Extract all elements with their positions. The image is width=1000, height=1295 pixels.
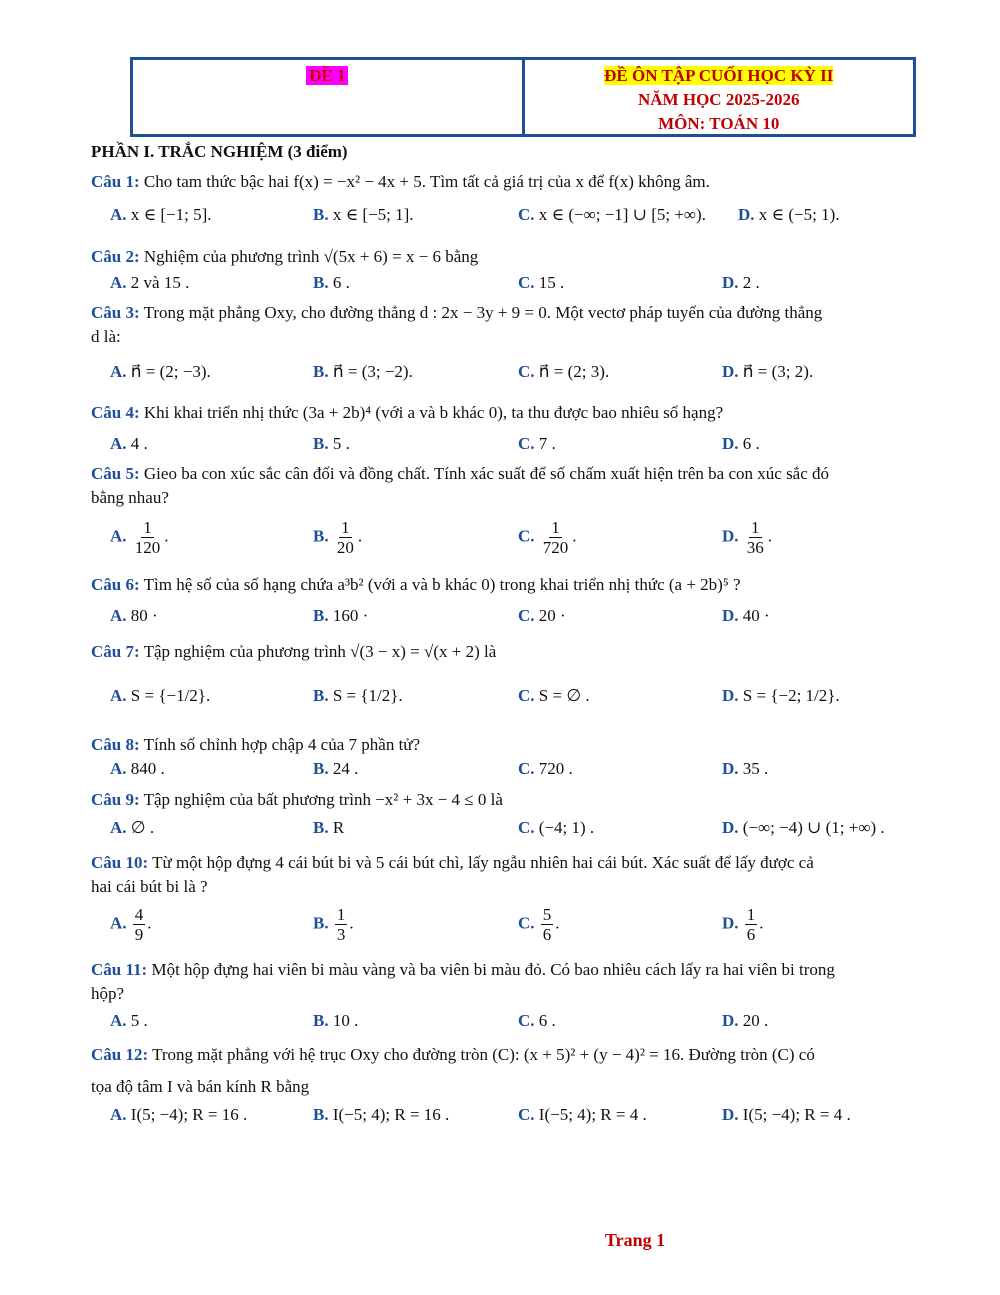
question-7: Câu 7: Tập nghiệm của phương trình √(3 − x) = √(x + 2) là — [91, 642, 497, 661]
question-text: Cho tam thức bậc hai f(x) = −x² − 4x + 5. Tìm tất cả giá trị của x để f(x) không âm. — [143, 172, 710, 191]
option-c[interactable]: C. $\frac{1}{720}$ . — [518, 518, 577, 557]
option-d[interactable]: D. S = {−2; 1/2}. — [722, 686, 840, 705]
option-d[interactable]: D. I(5; −4); R = 4 . — [722, 1105, 851, 1124]
option-c[interactable]: C. $\frac{5}{6}$ . — [518, 905, 560, 944]
option-d[interactable]: D. (−∞; −4) ∪ (1; +∞) . — [722, 818, 885, 837]
option-a[interactable]: A. x ∈ [−1; 5]. — [110, 205, 212, 224]
header-right-cell — [525, 60, 914, 134]
question-4: Câu 4: Khi khai triển nhị thức (3a + 2b)⁴ (với a và b khác 0), ta thu được bao nhiêu số hạng? — [91, 403, 724, 422]
option-a[interactable]: A. 4 . — [110, 434, 148, 453]
exam-title: ĐỀ ÔN TẬP CUỐI HỌC KỲ II — [604, 66, 834, 85]
option-c[interactable]: C. x ∈ (−∞; −1] ∪ [5; +∞). — [518, 205, 706, 224]
exam-number: ĐỀ 1 — [306, 66, 348, 85]
option-b[interactable]: B. 160 · — [313, 606, 369, 625]
option-a[interactable]: A. S = {−1/2}. — [110, 686, 211, 705]
question-label: Câu 1: — [91, 172, 140, 191]
question-2: Câu 2: Nghiệm của phương trình √(5x + 6) = x − 6 bằng — [91, 247, 479, 266]
options-6 — [110, 606, 940, 636]
option-b[interactable]: B. I(−5; 4); R = 16 . — [313, 1105, 450, 1124]
option-d[interactable]: D. n⃗ = (3; 2). — [722, 362, 814, 381]
option-b[interactable]: B. n⃗ = (3; −2). — [313, 362, 413, 381]
option-c[interactable]: C. 6 . — [518, 1011, 556, 1030]
question-8: Câu 8: Tính số chỉnh hợp chập 4 của 7 phần tử? — [91, 735, 421, 754]
options-1 — [110, 205, 940, 235]
option-d[interactable]: D. 40 · — [722, 606, 770, 625]
option-b[interactable]: B. 10 . — [313, 1011, 359, 1030]
option-b[interactable]: B. S = {1/2}. — [313, 686, 403, 705]
subject: MÔN: TOÁN 10 — [658, 114, 780, 133]
option-b[interactable]: B. 5 . — [313, 434, 350, 453]
option-d[interactable]: D. 6 . — [722, 434, 760, 453]
part-title: PHẦN I. TRẮC NGHIỆM (3 điểm) — [91, 142, 348, 161]
options-12 — [110, 1105, 940, 1135]
question-10: Câu 10: Từ một hộp đựng 4 cái bút bi và 5 cái bút chì, lấy ngẫu nhiên hai cái bút. Xác suất để lấy được cả hai cái bút bi là ? — [91, 853, 814, 896]
option-a[interactable]: A. n⃗ = (2; −3). — [110, 362, 211, 381]
options-10 — [110, 905, 940, 953]
header-left-cell — [133, 60, 525, 134]
option-c[interactable]: C. I(−5; 4); R = 4 . — [518, 1105, 647, 1124]
option-b[interactable]: B. $\frac{1}{3}$ . — [313, 905, 354, 944]
option-a[interactable]: A. 80 · — [110, 606, 158, 625]
option-d[interactable]: D. x ∈ (−5; 1). — [738, 205, 840, 224]
option-c[interactable]: C. (−4; 1) . — [518, 818, 595, 837]
question-11: Câu 11: Một hộp đựng hai viên bi màu vàng và ba viên bi màu đỏ. Có bao nhiêu cách lấy ra hai viên bi trong hộp? — [91, 960, 835, 1003]
option-d[interactable]: D. 2 . — [722, 273, 760, 292]
exam-header-box — [130, 57, 916, 137]
option-c[interactable]: C. 20 · — [518, 606, 566, 625]
option-a[interactable]: A. $\frac{1}{120}$ . — [110, 518, 169, 557]
school-year: NĂM HỌC 2025-2026 — [638, 90, 800, 109]
option-b[interactable]: B. $\frac{1}{20}$ . — [313, 518, 363, 557]
option-c[interactable]: C. 720 . — [518, 759, 573, 778]
question-9: Câu 9: Tập nghiệm của bất phương trình −x² + 3x − 4 ≤ 0 là — [91, 790, 503, 809]
option-b[interactable]: B. x ∈ [−5; 1]. — [313, 205, 414, 224]
option-d[interactable]: D. 35 . — [722, 759, 769, 778]
options-7 — [110, 686, 940, 716]
option-b[interactable]: B. 24 . — [313, 759, 359, 778]
option-a[interactable]: A. ∅ . — [110, 818, 155, 837]
option-a[interactable]: A. 5 . — [110, 1011, 148, 1030]
options-9 — [110, 818, 940, 848]
option-c[interactable]: C. 7 . — [518, 434, 556, 453]
options-4 — [110, 434, 940, 464]
question-6: Câu 6: Tìm hệ số của số hạng chứa a³b² (với a và b khác 0) trong khai triển nhị thức (a + 2b)⁵ ? — [91, 575, 741, 594]
option-a[interactable]: A. 840 . — [110, 759, 165, 778]
option-a[interactable]: A. 2 và 15 . — [110, 273, 190, 292]
options-2 — [110, 273, 940, 303]
option-b[interactable]: B. 6 . — [313, 273, 350, 292]
option-c[interactable]: C. n⃗ = (2; 3). — [518, 362, 610, 381]
options-3 — [110, 362, 940, 392]
option-a[interactable]: A. I(5; −4); R = 16 . — [110, 1105, 248, 1124]
question-1 — [91, 170, 961, 194]
options-11 — [110, 1011, 940, 1041]
option-d[interactable]: D. $\frac{1}{36}$ . — [722, 518, 773, 557]
option-b[interactable]: B. R — [313, 818, 345, 837]
question-12: Câu 12: Trong mặt phẳng với hệ trục Oxy cho đường tròn (C): (x + 5)² + (y − 4)² = 16. Đường tròn (C) có tọa độ tâm I và bán kính R bằng — [91, 1045, 815, 1096]
option-c[interactable]: C. S = ∅ . — [518, 686, 590, 705]
page-number: Trang 1 — [604, 1230, 666, 1250]
options-8 — [110, 759, 940, 789]
options-5 — [110, 518, 940, 566]
option-a[interactable]: A. $\frac{4}{9}$ . — [110, 905, 152, 944]
option-c[interactable]: C. 15 . — [518, 273, 565, 292]
question-3: Câu 3: Trong mặt phẳng Oxy, cho đường thẳng d : 2x − 3y + 9 = 0. Một vectơ pháp tuyến của đường thẳng d là: — [91, 303, 823, 346]
question-5: Câu 5: Gieo ba con xúc sắc cân đối và đồng chất. Tính xác suất để số chấm xuất hiện trên ba con xúc sắc đó bằng nhau? — [91, 464, 830, 507]
option-d[interactable]: D. $\frac{1}{6}$ . — [722, 905, 764, 944]
option-d[interactable]: D. 20 . — [722, 1011, 769, 1030]
